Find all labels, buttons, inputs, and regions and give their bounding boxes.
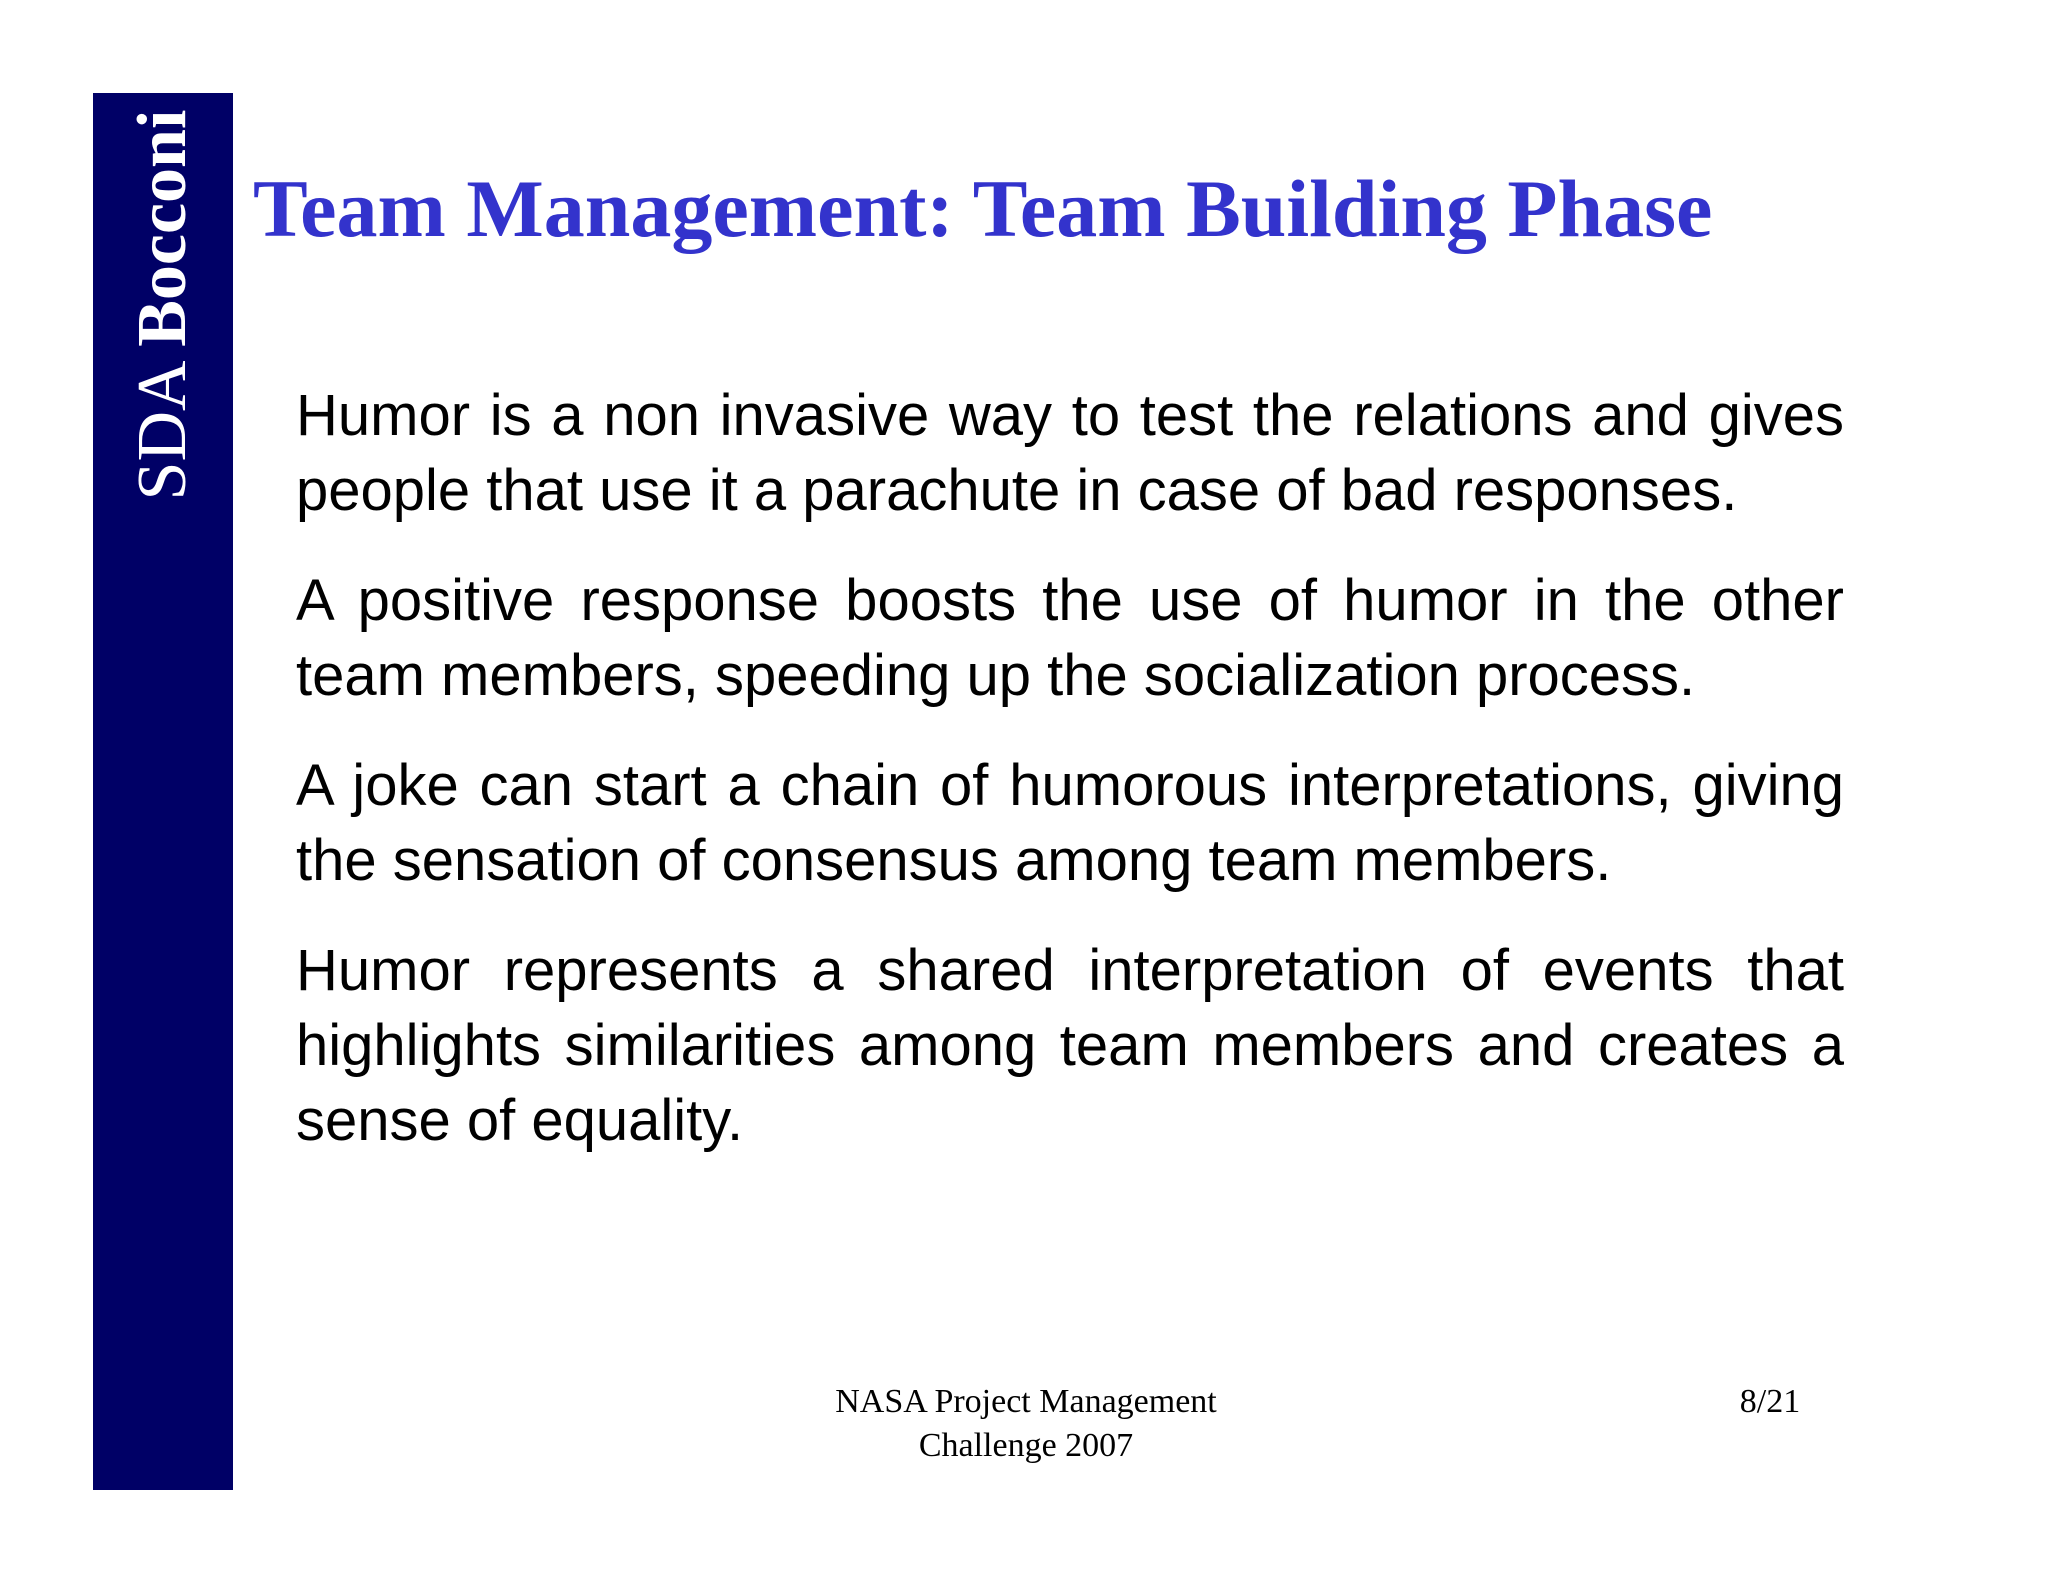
paragraph: A positive response boosts the use of humor in the other team members, speeding up the socialization process. xyxy=(296,568,1844,708)
slide-body xyxy=(296,378,1844,1193)
slide-title: Team Management: Team Building Phase xyxy=(253,163,1713,254)
footer-line-1: NASA Project Management xyxy=(835,1383,1217,1420)
brand-name-bold: Bocconi xyxy=(124,109,201,347)
paragraph: Humor is a non invasive way to test the relations and gives people that use it a parachute in case of bad responses. xyxy=(296,383,1844,523)
paragraph: Humor represents a shared interpretation of events that highlights similarities among team members and creates a sense of equality. xyxy=(296,938,1844,1153)
brand-logo xyxy=(124,109,201,501)
paragraph: A joke can start a chain of humorous interpretations, giving the sensation of consensus among team members. xyxy=(296,753,1844,893)
page-number: 8/21 xyxy=(1739,1383,1801,1420)
brand-name-light: SDA xyxy=(124,364,201,501)
footer-caption xyxy=(776,1380,1276,1468)
footer-line-2: Challenge 2007 xyxy=(918,1427,1134,1464)
